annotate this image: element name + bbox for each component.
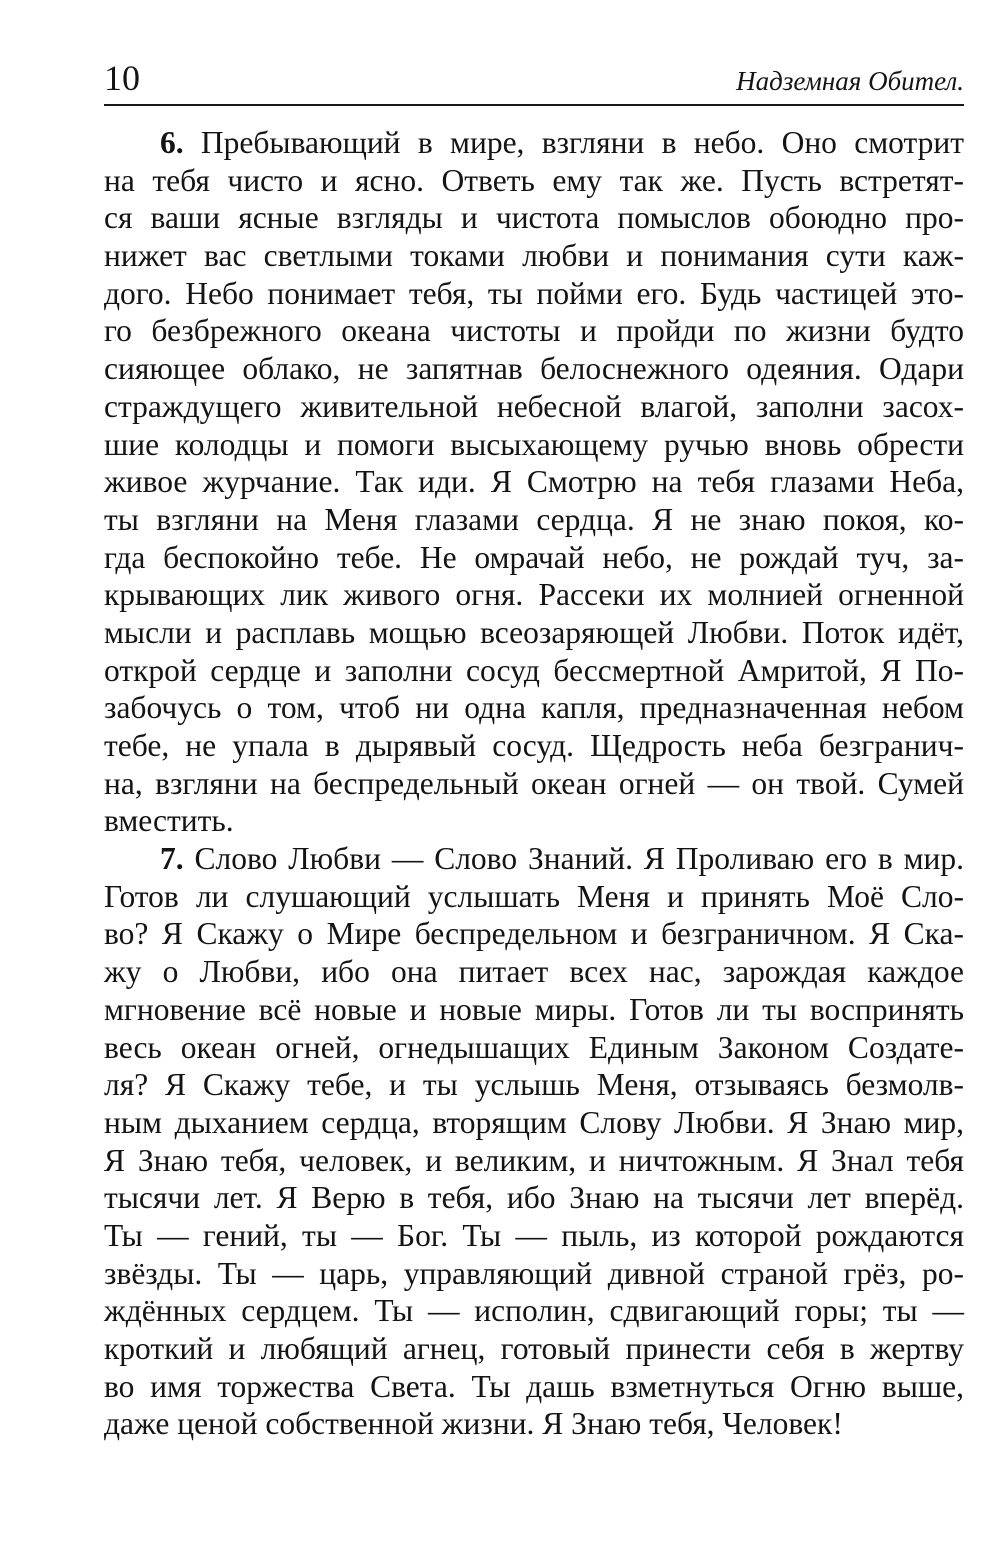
text-line: на, взгляни на беспредельный океан огней — он твой. Сумей (104, 765, 964, 801)
text-line: страждущего живительной небесной влагой, заполни засох- (104, 388, 964, 424)
text-line: го безбрежного океана чистоты и пройди по жизни будто (104, 313, 964, 349)
text-line: ся ваши ясные взгляды и чистота помыслов обоюдно про- (104, 200, 964, 236)
text-line: живое журчание. Так иди. Я Смотрю на тебя глазами Неба, (104, 464, 964, 500)
text-line: ты взгляни на Меня глазами сердца. Я не знаю покоя, ко- (104, 501, 964, 537)
text-line: на тебя чисто и ясно. Ответь ему так же. Пусть встретят- (104, 162, 964, 198)
text-line: дого. Небо понимает тебя, ты пойми его. Будь частицей это- (104, 275, 964, 311)
running-title: Надземная Обител. (736, 66, 964, 96)
text-line: Я Знаю тебя, человек, и великим, и ничтожным. Я Знал тебя (104, 1142, 964, 1178)
text-line: мгновение всё новые и новые миры. Готов ли ты воспринять (104, 991, 964, 1027)
text-line: кроткий и любящий агнец, готовый принести себя в жертву (104, 1331, 964, 1366)
body-text (104, 124, 964, 1443)
text-line: даже ценой собственной жизни. Я Знаю тебя, Человек! (104, 1406, 843, 1442)
text-line: Ты — гений, ты — Бог. Ты — пыль, из которой рождаются (104, 1217, 964, 1253)
text-line: ждённых сердцем. Ты — исполин, сдвигающий горы; ты — (104, 1293, 964, 1329)
text-line: вместить. (104, 803, 234, 839)
text-line: 7. Слово Любви — Слово Знаний. Я Проливаю его в мир. (160, 841, 964, 877)
page-number: 10 (104, 58, 140, 98)
text-line: 6. Пребывающий в мире, взгляни в небо. Оно смотрит (160, 125, 964, 160)
text-line: забочусь о том, чтоб ни одна капля, предназначенная небом (104, 690, 964, 726)
text-line: весь океан огней, огнедышащих Единым Законом Создате- (104, 1029, 964, 1065)
text-line: открой сердце и заполни сосуд бессмертной Амритой, Я По- (104, 652, 964, 688)
paragraph-number: 6. (160, 125, 184, 160)
text-line: звёзды. Ты — царь, управляющий дивной страной грёз, ро- (104, 1255, 964, 1291)
header-rule (104, 104, 964, 106)
text-line: ля? Я Скажу тебе, и ты услышь Меня, отзываясь безмолв- (104, 1067, 964, 1103)
page-header (104, 58, 964, 100)
text-line: крывающих лик живого огня. Рассеки их молнией огненной (104, 577, 964, 613)
text-line: ным дыханием сердца, вторящим Слову Любви. Я Знаю мир, (104, 1104, 964, 1140)
text-line: нижет вас светлыми токами любви и понимания сути каж- (104, 238, 964, 274)
text-line: мысли и расплавь мощью всеозаряющей Любви. Поток идёт, (104, 614, 964, 650)
text-line: сияющее облако, не запятнав белоснежного одеяния. Одари (104, 351, 964, 387)
text-line: тысячи лет. Я Верю в тебя, ибо Знаю на тысячи лет вперёд. (104, 1180, 964, 1216)
text-line: шие колодцы и помоги высыхающему ручью вновь обрести (104, 426, 964, 462)
text-line: во? Я Скажу о Мире беспредельном и безграничном. Я Ска- (104, 916, 964, 952)
text-line: тебе, не упала в дырявый сосуд. Щедрость неба безгранич- (104, 728, 964, 763)
text-line: жу о Любви, ибо она питает всех нас, зарождая каждое (104, 954, 964, 990)
text-line: Готов ли слушающий услышать Меня и принять Моё Сло- (104, 878, 964, 914)
paragraph-number: 7. (160, 841, 184, 877)
text-line: во имя торжества Света. Ты дашь взметнуться Огню выше, (104, 1368, 964, 1404)
text-line: гда беспокойно тебе. Не омрачай небо, не рождай туч, за- (104, 539, 964, 575)
